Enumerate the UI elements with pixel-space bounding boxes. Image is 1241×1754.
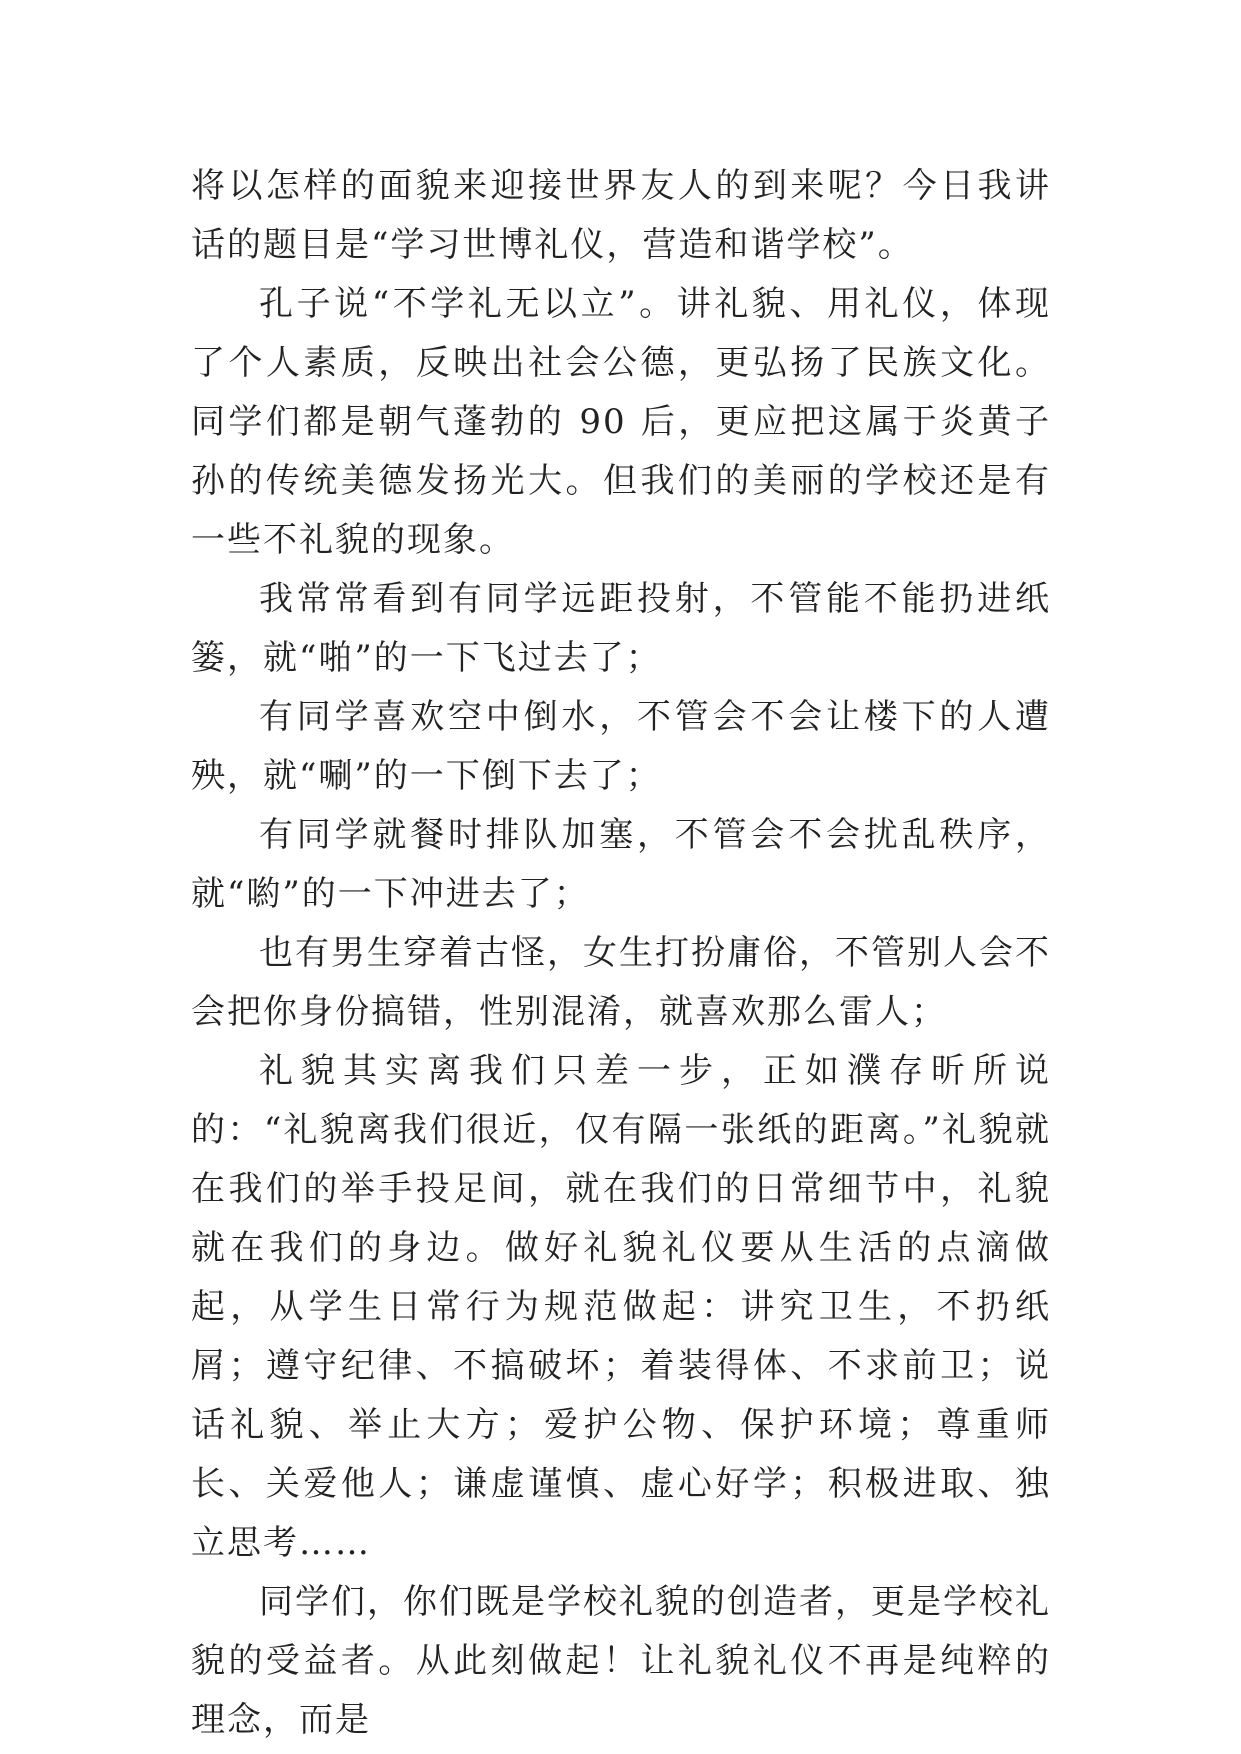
paragraph: 同学们，你们既是学校礼貌的创造者，更是学校礼貌的受益者。从此刻做起！让礼貌礼仪不再是纯粹的理念，而是 [191,1582,1051,1740]
paragraph: 孔子说“不学礼无以立”。讲礼貌、用礼仪，体现了个人素质，反映出社会公德，更弘扬了民族文化。同学们都是朝气蓬勃的 90 后，更应把这属于炎黄子孙的传统美德发扬光大。但我们的美丽的学校还是有一些不礼貌的现象。 [191,284,1051,560]
document-body [191,157,1051,1750]
paragraph: 有同学就餐时排队加塞，不管会不会扰乱秩序，就“喲”的一下冲进去了； [191,815,1051,914]
paragraph: 礼貌其实离我们只差一步，正如濮存昕所说的：“礼貌离我们很近，仅有隔一张纸的距离。”礼貌就在我们的举手投足间，就在我们的日常细节中，礼貌就在我们的身边。做好礼貌礼仪要从生活的点滴做起，从学生日常行为规范做起：讲究卫生，不扔纸屑；遵守纪律、不搞破坏；着装得体、不求前卫；说话礼貌、举止大方；爱护公物、保护环境；尊重师长、关爱他人；谦虚谨慎、虚心好学；积极进取、独立思考…… [191,1051,1051,1563]
paragraph: 将以怎样的面貌来迎接世界友人的到来呢？今日我讲话的题目是“学习世博礼仪，营造和谐学校”。 [191,166,1051,265]
paragraph: 我常常看到有同学远距投射，不管能不能扔进纸篓，就“啪”的一下飞过去了； [191,579,1051,678]
paragraph: 有同学喜欢空中倒水，不管会不会让楼下的人遭殃，就“唰”的一下倒下去了； [191,697,1051,796]
paragraph: 也有男生穿着古怪，女生打扮庸俗，不管别人会不会把你身份搞错，性别混淆，就喜欢那么雷人； [191,933,1051,1032]
